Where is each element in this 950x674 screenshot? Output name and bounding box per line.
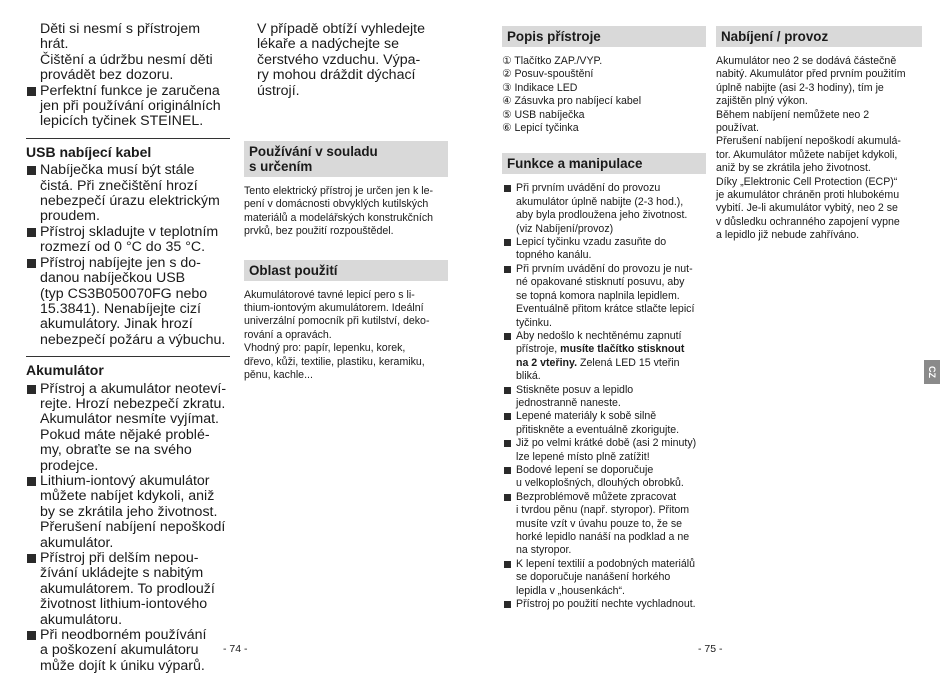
text-line: rování a opravách. <box>244 328 332 341</box>
text-run: Zelená LED 15 vteřin <box>577 356 680 369</box>
text-line: Akumulátor nesmíte vyjímat. <box>40 411 219 428</box>
text-line: akumulátoru. <box>40 611 123 628</box>
function-heading: Funkce a manipulace <box>502 153 706 174</box>
text-line: životnost lithium-iontového <box>40 596 208 613</box>
page-number-left: - 74 - <box>223 643 248 655</box>
bullet-item <box>502 437 706 464</box>
text-line: topného kanálu. <box>516 249 592 262</box>
text-line: Nabíječka musí být stále <box>40 162 195 179</box>
language-tab <box>924 360 940 384</box>
text-line: ry mohou dráždit dýchací <box>257 67 416 84</box>
text-line: nebezpečí úrazu elektrickým <box>40 193 220 210</box>
text-line <box>516 343 706 356</box>
text-line: by se zkrátila jeho životnost. <box>40 503 218 520</box>
scope-text <box>244 289 448 383</box>
text-line: prvků, bez použití rozpouštědel. <box>244 225 394 238</box>
text-line: můžete nabíjet kdykoli, aniž <box>40 488 215 505</box>
text-line: musíte vzít v úvahu pouze to, že se <box>516 517 683 530</box>
bullet-item <box>26 382 230 474</box>
list-item: ③ Indikace LED <box>502 81 578 94</box>
bullet-item <box>502 236 706 263</box>
divider <box>26 356 230 357</box>
text-line: se doporučuje nanášení horkého <box>516 571 671 584</box>
text-line: né opakované stisknutí posuvu, aby <box>516 276 685 289</box>
text-line: lékaře a nadýchejte se <box>257 36 399 53</box>
text-line: Eventuálně přitom krátce stlačte lepicí <box>516 303 695 316</box>
text-line: Perfektní funkce je zaručena <box>40 82 220 99</box>
text-line: akumulátory. Jinak hrozí <box>40 316 193 333</box>
bullet-item <box>502 410 706 437</box>
function-list <box>502 182 706 611</box>
bullet-item <box>26 84 230 130</box>
text-line: Aby nedošlo k nechtěnému zapnutí <box>516 329 682 342</box>
text-line: rejte. Hrozí nebezpečí zkratu. <box>40 395 226 412</box>
intro-text <box>26 22 230 84</box>
list-item: ⑤ USB nabíječka <box>502 108 585 121</box>
text-line: nebezpečí požáru a výbuchu. <box>40 331 226 348</box>
text-line: Při neodborném používání <box>40 627 207 644</box>
bullet-item <box>26 474 230 551</box>
usb-heading: USB nabíjecí kabel <box>26 143 152 160</box>
text-line: bliká. <box>516 370 541 383</box>
text-line: (viz Nabíjení/provoz) <box>516 222 614 235</box>
bullet-item <box>26 628 230 674</box>
list-item: ② Posuv-spouštění <box>502 68 594 81</box>
text-line: Přerušení nabíjení nepoškodí <box>40 519 226 536</box>
bullet-item <box>502 182 706 236</box>
text-line: univerzální pomocník při kutilství, deko- <box>244 315 430 328</box>
column-3 <box>502 26 706 611</box>
bullet-item <box>502 491 706 558</box>
intended-use-heading <box>244 141 448 177</box>
text-line: materiálů a modelářských konstrukčních <box>244 211 434 224</box>
text-line: i tvrdou pěnu (např. styropor). Přitom <box>516 504 690 517</box>
text-line: nabitý. Akumulátor před prvním použitím <box>716 68 906 81</box>
text-line: Bezproblémově můžete zpracovat <box>516 490 677 503</box>
text-line <box>516 357 706 370</box>
text-line: u velkoplošných, dlouhých obrobků. <box>516 477 684 490</box>
divider <box>26 138 230 139</box>
text-line: tyčinku. <box>516 316 552 329</box>
page-number-right: - 75 - <box>698 643 723 655</box>
text-line: Děti si nesmí s přístrojem hrát. <box>40 21 201 53</box>
list-item: ① Tlačítko ZAP./VYP. <box>502 55 603 67</box>
text-line: danou nabíječkou USB <box>40 270 186 287</box>
text-line: jednostranně naneste. <box>516 396 621 409</box>
text-line: jen při používání originálních <box>40 98 221 115</box>
scope-heading: Oblast použití <box>244 260 448 281</box>
text-line: a lepidlo již nebude zahříváno. <box>716 229 860 242</box>
text-line: aby byla prodloužena jeho životnost. <box>516 209 688 222</box>
text-line: lepicích tyčinek STEINEL. <box>40 113 204 130</box>
text-line: lze lepené místo plně zatížit! <box>516 450 650 463</box>
text-line: Akumulátor neo 2 se dodává částečně <box>716 55 897 67</box>
text-line: proudem. <box>40 208 100 225</box>
text-line: Akumulátorové tavné lepicí pero s li- <box>244 288 415 301</box>
text-line: a poškození akumulátoru <box>40 642 199 659</box>
text-line: Díky „Elektronic Cell Protection (ECP)“ <box>716 175 898 188</box>
text-line: Přerušení nabíjení nepoškodí akumulá- <box>716 135 901 148</box>
description-heading: Popis přístroje <box>502 26 706 47</box>
text-line: dřevo, kůži, textilie, plastiku, keramiku, <box>244 355 425 368</box>
text-line: se topná komora naplnila lepidlem. <box>516 289 680 302</box>
bullet-item <box>26 163 230 225</box>
text-line: Přístroj po použití nechte vychladnout. <box>516 598 696 611</box>
text-line: Stiskněte posuv a lepidlo <box>516 383 634 396</box>
charging-text <box>716 55 922 243</box>
accumulator-heading: Akumulátor <box>26 362 104 379</box>
bold-text: musíte tlačítko stisknout <box>560 343 685 356</box>
text-line: Přístroj a akumulátor neoteví- <box>40 380 227 397</box>
text-line: akumulátorem. To prodlouží <box>40 580 215 597</box>
text-line: 15.3841). Nenabíjejte cizí <box>40 300 201 317</box>
column-1 <box>26 22 230 674</box>
text-line: aniž by se zkrátila jeho životnost. <box>716 162 871 175</box>
text-line: Přístroj skladujte v teplotním <box>40 223 219 240</box>
text-line: Lepené materiály k sobě silně <box>516 410 657 423</box>
text-line: Lithium-iontový akumulátor <box>40 472 210 489</box>
list-item: ④ Zásuvka pro nabíjecí kabel <box>502 95 642 108</box>
text-line: ústrojí. <box>257 82 300 99</box>
bullet-item <box>26 225 230 256</box>
bullet-item <box>502 263 706 330</box>
text-line: čerstvého vzduchu. Výpa- <box>257 51 421 68</box>
bullet-item <box>502 464 706 491</box>
bold-text: na 2 vteřiny. <box>516 356 578 369</box>
text-line: zajištěn plný výkon. <box>716 95 808 108</box>
text-line: úplně nabijte (asi 2-3 hodiny), tím je <box>716 81 884 94</box>
text-line: je akumulátor chráněn proti hlubokému <box>716 189 900 202</box>
text-line: akumulátor. <box>40 534 114 551</box>
text-line: prodejce. <box>40 457 99 474</box>
continued-text <box>244 22 448 99</box>
text-line: (typ CS3B050070FG nebo <box>40 285 208 302</box>
list-item: ⑥ Lepicí tyčinka <box>502 122 579 135</box>
bullet-item <box>502 558 706 598</box>
text-run: přístroje, <box>516 343 561 356</box>
heading-line: Používání v souladu <box>249 144 378 160</box>
column-4 <box>716 26 922 243</box>
text-line: Lepicí tyčinku vzadu zasuňte do <box>516 236 667 249</box>
bullet-item <box>26 551 230 628</box>
bullet-item <box>502 384 706 411</box>
text-line: pení v domácnosti obvyklých kutilských <box>244 198 429 211</box>
text-line: V případě obtíží vyhledejte <box>257 21 425 37</box>
heading-line: s určením <box>249 159 313 175</box>
text-line: K lepení textilií a podobných materiálů <box>516 557 696 570</box>
text-line: Při prvním uvádění do provozu je nut- <box>516 262 693 275</box>
text-line: Čištění a údržbu nesmí děti <box>40 51 213 68</box>
text-line: horké lepidlo nanáší na podklad a ne <box>516 531 690 543</box>
text-line: Přístroj při delším nepou- <box>40 550 199 566</box>
text-line: thium-iontovým akumulátorem. Ideální <box>244 302 424 315</box>
text-line: Vhodný pro: papír, lepenku, korek, <box>244 342 406 355</box>
text-line: Tento elektrický přístroj je určen jen k le- <box>244 185 433 198</box>
bullet-item <box>502 598 706 611</box>
text-line: Přístroj nabíjejte jen s do- <box>40 254 201 271</box>
text-line: pěnu, kachle... <box>244 369 313 382</box>
text-line: v důsledku ochranného zapojení vypne <box>716 215 900 228</box>
description-list <box>502 55 706 135</box>
text-line: provádět bez dozoru. <box>40 67 174 84</box>
text-line: může dojít k úniku výparů. <box>40 657 205 674</box>
language-tab-label: CZ <box>927 366 937 378</box>
text-line: na styropor. <box>516 544 572 557</box>
text-line: Při prvním uvádění do provozu <box>516 182 661 195</box>
text-line: lepidla v „housenkách“. <box>516 584 625 597</box>
text-line: používat. <box>716 122 759 135</box>
text-line: vybití. Je-li akumulátor vybitý, neo 2 se <box>716 202 898 215</box>
text-line: Bodové lepení se doporučuje <box>516 463 654 476</box>
text-line: Během nabíjení nemůžete neo 2 <box>716 108 870 121</box>
text-line: my, obraťte se na svého <box>40 442 192 459</box>
text-line: tor. Akumulátor můžete nabíjet kdykoli, <box>716 148 898 161</box>
bullet-item <box>26 256 230 348</box>
text-line: Pokud máte nějaké problé- <box>40 426 210 443</box>
charging-heading: Nabíjení / provoz <box>716 26 922 47</box>
intended-use-text <box>244 185 448 239</box>
column-2 <box>244 22 448 383</box>
text-line: akumulátor úplně nabijte (2-3 hod.), <box>516 195 684 208</box>
text-line: Již po velmi krátké době (asi 2 minuty) <box>516 437 697 450</box>
text-line: žívání ukládejte s nabitým <box>40 565 204 582</box>
text-line: rozmezí od 0 °C do 35 °C. <box>40 239 206 256</box>
text-line: přitiskněte a eventuálně zkorigujte. <box>516 423 680 436</box>
bullet-item <box>502 330 706 384</box>
text-line: čistá. Při znečištění hrozí <box>40 177 198 194</box>
